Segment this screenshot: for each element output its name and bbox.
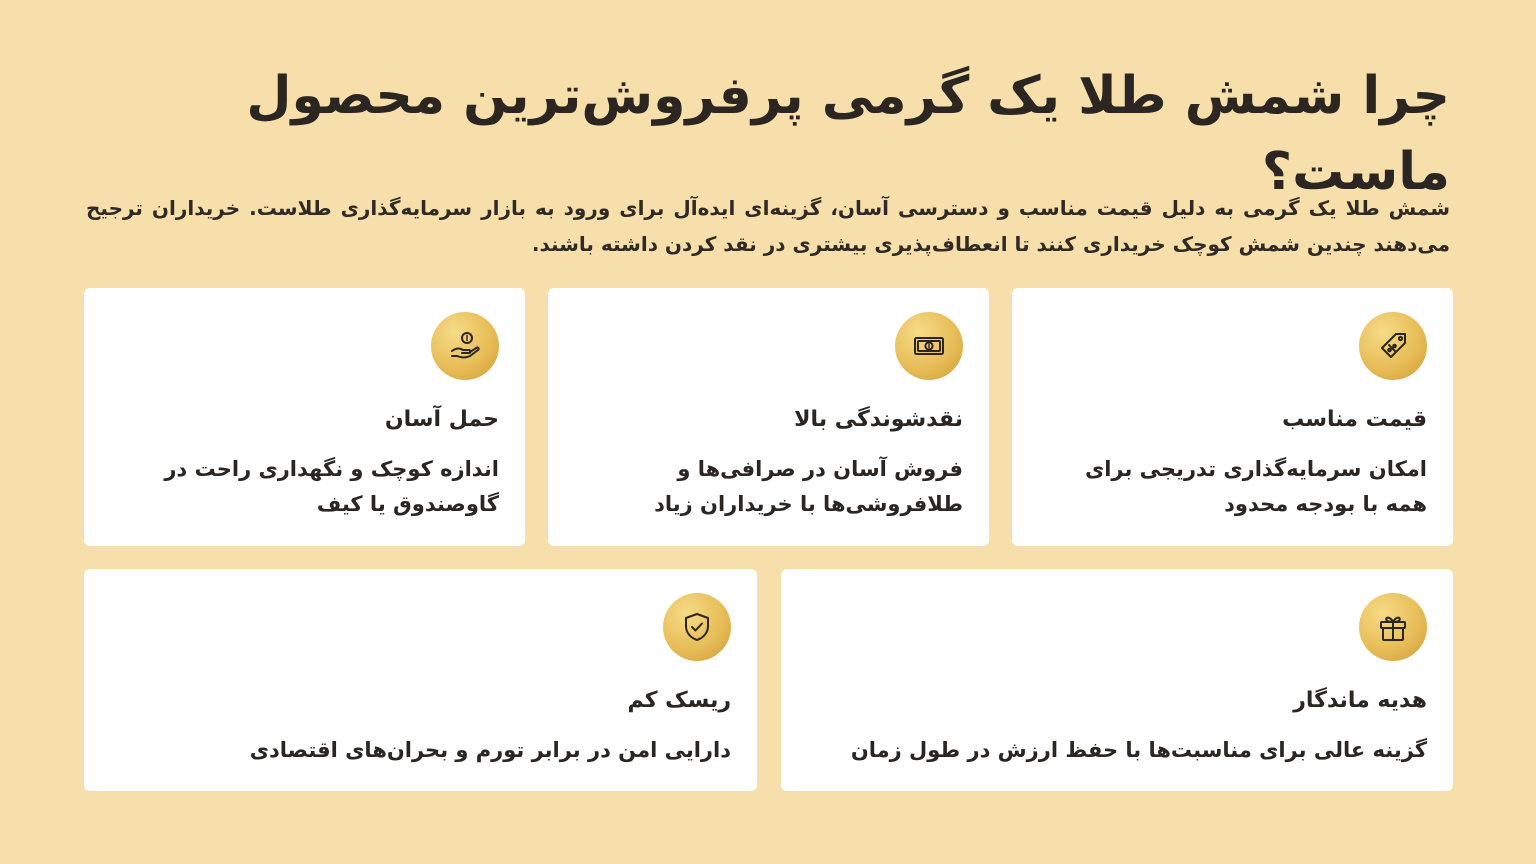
page-title: چرا شمش طلا یک گرمی پرفروش‌ترین محصول ماست؟ <box>246 66 1450 202</box>
feature-title: ریسک کم <box>627 688 731 713</box>
price-tag-icon <box>1359 312 1427 380</box>
feature-card-price <box>1012 288 1453 546</box>
feature-card-gift <box>781 569 1453 791</box>
feature-card-liquidity <box>548 288 989 546</box>
feature-description: اندازه کوچک و نگهداری راحت در گاوصندوق یا کیف <box>164 457 499 516</box>
shield-check-icon <box>663 593 731 661</box>
feature-title: حمل آسان <box>384 407 499 432</box>
feature-description: دارایی امن در برابر تورم و بحران‌های اقتصادی <box>249 738 731 762</box>
banknote-icon <box>895 312 963 380</box>
feature-description: گزینه عالی برای مناسبت‌ها با حفظ ارزش در طول زمان <box>850 738 1427 762</box>
feature-description: امکان سرمایه‌گذاری تدریجی برای همه با بودجه محدود <box>1084 457 1427 516</box>
feature-card-low-risk <box>84 569 757 791</box>
feature-title: هدیه ماندگار <box>1293 688 1427 713</box>
feature-card-portability <box>84 288 525 546</box>
gift-icon <box>1359 593 1427 661</box>
feature-title: قیمت مناسب <box>1282 407 1427 432</box>
feature-title: نقدشوندگی بالا <box>794 407 963 432</box>
hand-coin-icon <box>431 312 499 380</box>
feature-description: فروش آسان در صرافی‌ها و طلافروشی‌ها با خریداران زیاد <box>654 457 963 516</box>
intro-paragraph: شمش طلا یک گرمی به دلیل قیمت مناسب و دسترسی آسان، گزینه‌ای ایده‌آل برای ورود به بازار سرمایه‌گذاری طلاست. خریداران ترجیح می‌دهند چندین شمش کوچک خریداری کنند تا انعطاف‌پذیری بیشتری در نقد کردن داشته باشند. <box>86 196 1450 256</box>
